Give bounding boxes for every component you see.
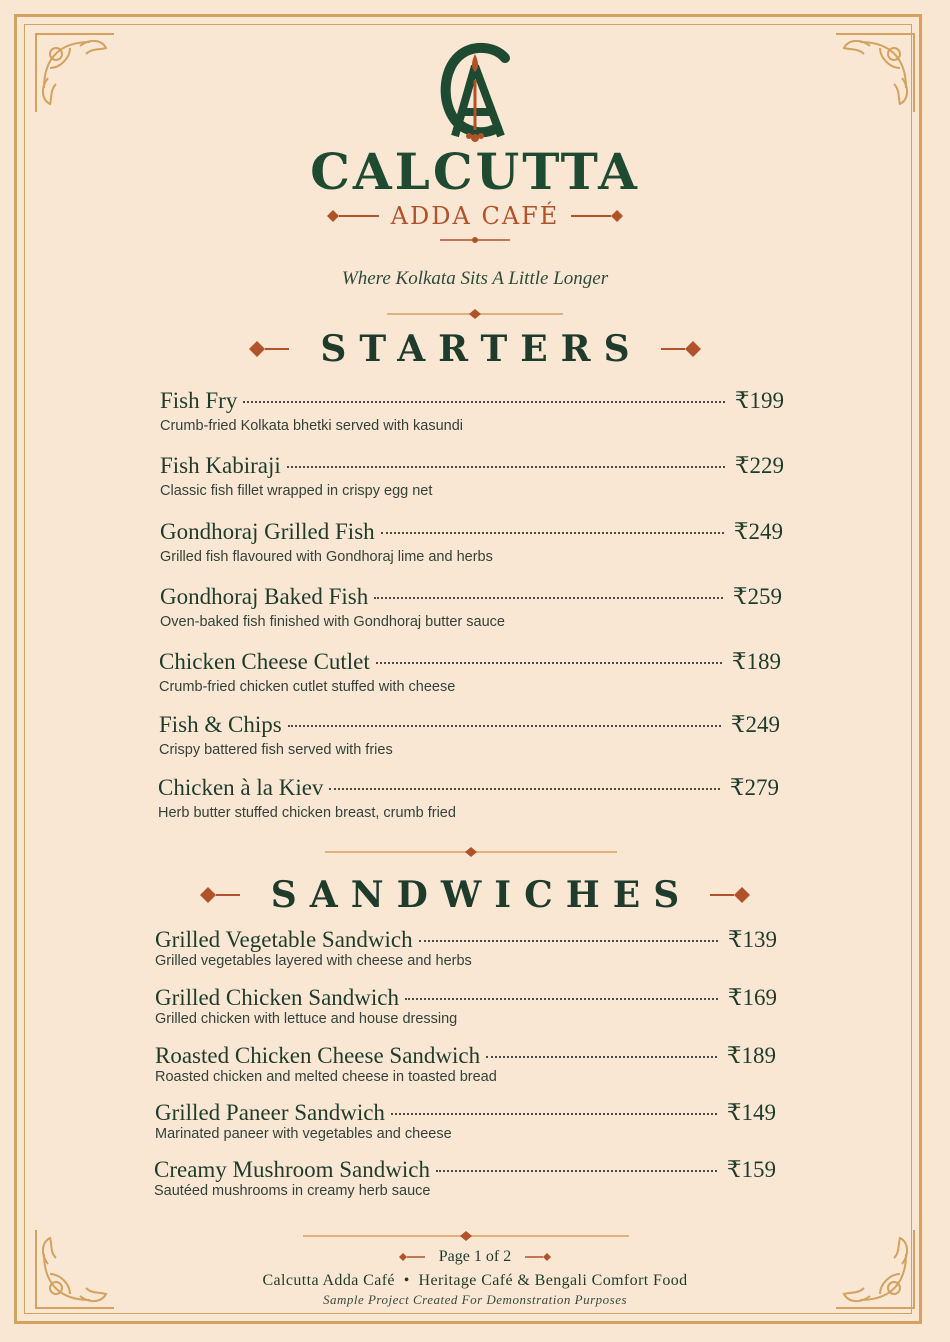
footer-disclaimer: Sample Project Created For Demonstration Purposes (322, 1292, 628, 1307)
menu-item (160, 388, 784, 434)
item-name: Gondhoraj Baked Fish (160, 584, 369, 609)
ornament-right-icon (569, 208, 625, 224)
item-description: Grilled chicken with lettuce and house dressing (155, 1011, 458, 1027)
divider-ornament-icon (387, 308, 563, 320)
item-price: ₹249 (733, 519, 783, 544)
item-description: Grilled vegetables layered with cheese and herbs (155, 953, 472, 969)
item-description: Grilled fish flavoured with Gondhoraj lime and herbs (160, 549, 493, 565)
item-description: Crispy battered fish served with fries (159, 742, 393, 758)
item-name: Grilled Vegetable Sandwich (155, 927, 413, 952)
menu-item (158, 775, 779, 821)
tagline: Where Kolkata Sits A Little Longer (341, 268, 609, 289)
menu-footer (0, 1248, 950, 1308)
item-name: Creamy Mushroom Sandwich (154, 1157, 430, 1182)
item-price: ₹189 (731, 649, 781, 674)
menu-item (155, 927, 777, 969)
menu-item (155, 1100, 776, 1142)
item-name: Fish Kabiraji (160, 453, 281, 478)
section-ornament-right-icon (708, 884, 752, 906)
menu-header (0, 40, 950, 320)
item-description: Classic fish fillet wrapped in crispy egg net (160, 483, 433, 499)
starters-section (0, 328, 950, 370)
item-name: Fish & Chips (159, 712, 282, 737)
menu-item (160, 453, 784, 499)
page-ornament-right-icon (523, 1252, 553, 1262)
menu-item (159, 649, 781, 695)
footer-tagline: Calcutta Adda Café • Heritage Café & Bengali Comfort Food (262, 1272, 688, 1289)
page-number: Page 1 of 2 (438, 1248, 512, 1265)
item-description: Crumb-fried Kolkata bhetki served with kasundi (160, 418, 464, 434)
menu-item (155, 985, 777, 1027)
ornament-rule-icon (440, 236, 510, 244)
item-name: Roasted Chicken Cheese Sandwich (155, 1043, 481, 1068)
item-price: ₹249 (730, 712, 780, 737)
ca-monogram-logo (425, 40, 525, 150)
item-description: Crumb-fried chicken cutlet stuffed with cheese (159, 679, 456, 695)
menu-item (160, 584, 782, 630)
divider-ornament-icon (303, 1230, 629, 1242)
section-ornament-left-icon (198, 884, 242, 906)
item-description: Marinated paneer with vegetables and cheese (155, 1126, 452, 1142)
page-ornament-left-icon (397, 1252, 427, 1262)
item-name: Grilled Paneer Sandwich (155, 1100, 385, 1125)
item-description: Sautéed mushrooms in creamy herb sauce (154, 1183, 431, 1199)
item-name: Chicken Cheese Cutlet (159, 649, 370, 674)
item-name: Grilled Chicken Sandwich (155, 985, 400, 1010)
menu-item (159, 712, 780, 758)
ornament-left-icon (325, 208, 381, 224)
item-price: ₹139 (727, 927, 777, 952)
section-ornament-right-icon (659, 338, 703, 360)
item-price: ₹169 (727, 985, 777, 1010)
item-description: Roasted chicken and melted cheese in toasted bread (155, 1069, 497, 1085)
brand-name: CALCUTTA (310, 142, 640, 201)
item-name: Gondhoraj Grilled Fish (160, 519, 375, 544)
sandwiches-section (0, 874, 950, 916)
brand-subname: ADDA CAFÉ (390, 202, 560, 230)
menu-item (155, 1043, 776, 1085)
section-title-starters: STARTERS (320, 328, 643, 370)
item-name: Fish Fry (160, 388, 238, 413)
menu-item (154, 1157, 776, 1199)
section-title-sandwiches: SANDWICHES (270, 874, 693, 916)
item-price: ₹189 (726, 1043, 776, 1068)
item-price: ₹279 (729, 775, 779, 800)
item-name: Chicken à la Kiev (158, 775, 324, 800)
item-price: ₹199 (734, 388, 784, 413)
item-description: Oven-baked fish finished with Gondhoraj butter sauce (160, 614, 505, 630)
item-price: ₹159 (726, 1157, 776, 1182)
item-price: ₹229 (734, 453, 784, 478)
item-description: Herb butter stuffed chicken breast, crumb fried (158, 805, 456, 821)
item-price: ₹149 (726, 1100, 776, 1125)
divider-ornament-icon (325, 846, 617, 858)
menu-item (160, 519, 783, 565)
section-ornament-left-icon (247, 338, 291, 360)
item-price: ₹259 (732, 584, 782, 609)
